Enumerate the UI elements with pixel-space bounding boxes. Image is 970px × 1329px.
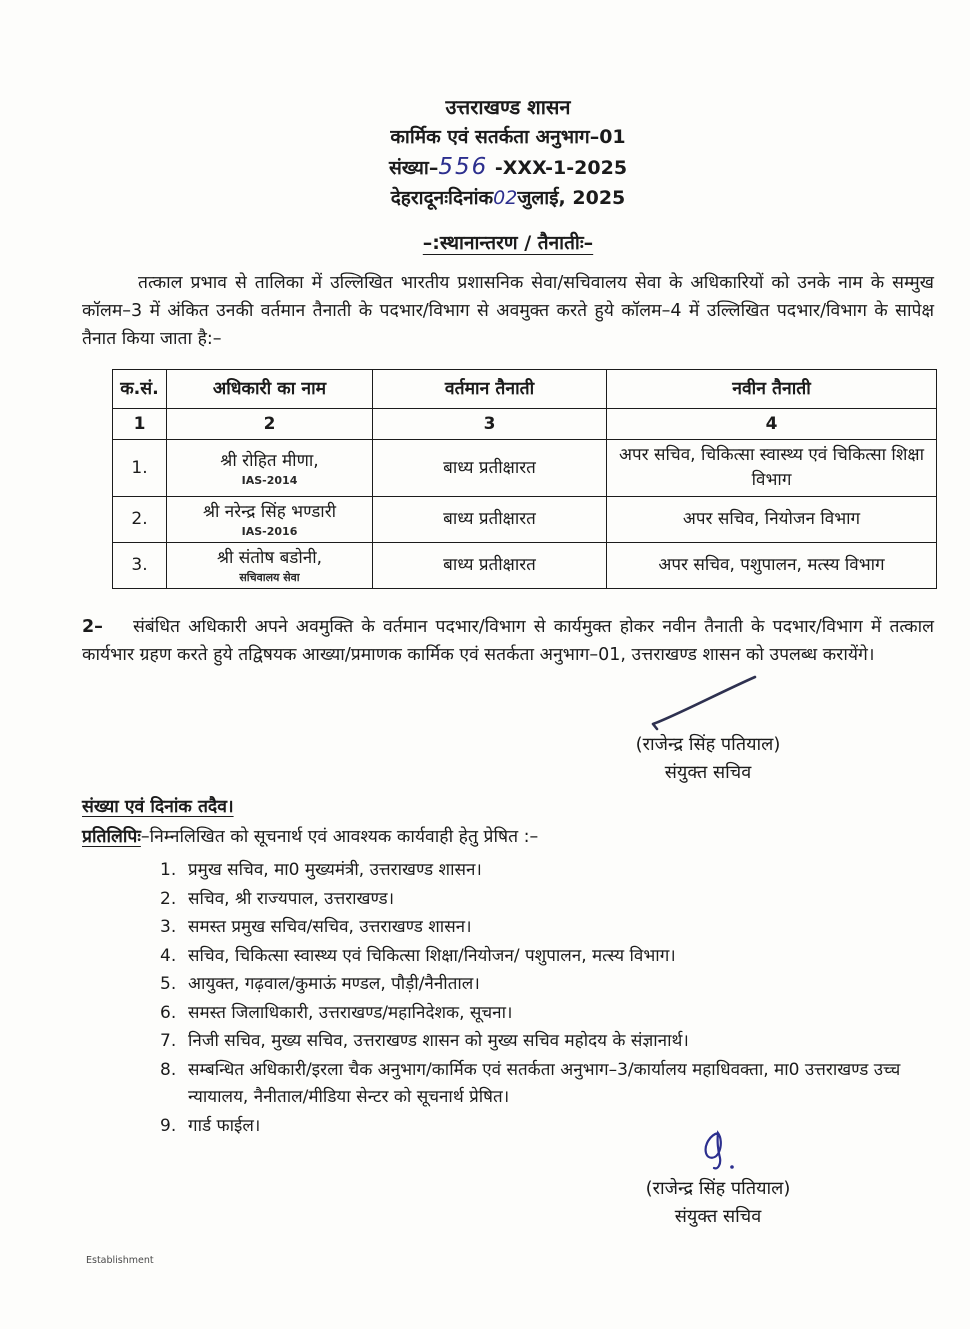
- list-item-text: गार्ड फाईल।: [188, 1115, 261, 1136]
- signature-stroke-icon: [643, 673, 773, 735]
- column-number: 3: [373, 409, 607, 440]
- list-item-text: निजी सचिव, मुख्य सचिव, उत्तराखण्ड शासन को मुख्य सचिव महोदय के संज्ञानार्थ।: [188, 1031, 689, 1051]
- list-item-number: 4.: [160, 945, 177, 966]
- officer-name-cell: [167, 440, 373, 497]
- officer-name-cell: [167, 543, 373, 589]
- list-item-number: 3.: [160, 917, 177, 937]
- column-number: 2: [167, 409, 373, 440]
- table-body: [113, 440, 937, 589]
- table-row: [113, 440, 937, 497]
- reference-line: संख्या एवं दिनांक तदैव।: [82, 797, 234, 817]
- list-item-text: सचिव, श्री राज्यपाल, उत्तराखण्ड।: [188, 888, 395, 909]
- list-item-number: 9.: [160, 1115, 177, 1136]
- list-item: [160, 1000, 934, 1028]
- date-handwritten: 02: [493, 187, 518, 209]
- list-item-number: 6.: [160, 1002, 177, 1023]
- list-item: [160, 914, 934, 942]
- date-prefix: देहरादूनःदिनांक: [390, 187, 494, 209]
- table-header-row: [113, 370, 937, 409]
- officer-name: श्री नरेन्द्र सिंह भण्डारी: [202, 502, 337, 522]
- new-posting-cell: अपर सचिव, पशुपालन, मत्स्य विभाग: [607, 543, 937, 589]
- signatory-name: (राजेन्द्र सिंह पतियाल): [645, 1178, 791, 1199]
- officer-name: श्री संतोष बडोनी,: [216, 548, 323, 568]
- list-item: [160, 886, 934, 914]
- list-item: [160, 1028, 934, 1056]
- column-number: 4: [607, 409, 937, 440]
- officer-cadre: IAS-2016: [241, 525, 298, 538]
- list-item: [160, 943, 934, 971]
- column-header: क.सं.: [113, 370, 167, 409]
- signature-block-2: [588, 1127, 848, 1231]
- copy-to-line: [82, 823, 934, 851]
- list-item-text: आयुक्त, गढ़वाल/कुमाऊं मण्डल, पौड़ी/नैनीताल।: [188, 974, 480, 994]
- officer-cadre: IAS-2014: [241, 473, 298, 487]
- list-item-text: समस्त जिलाधिकारी, उत्तराखण्ड/महानिदेशक, सूचना।: [188, 1002, 513, 1023]
- list-item-number: 5.: [160, 974, 177, 994]
- column-header: वर्तमान तैनाती: [373, 370, 607, 409]
- list-item-number: 7.: [160, 1031, 177, 1051]
- list-item: [160, 971, 934, 999]
- officer-name-cell: [167, 497, 373, 543]
- list-item-text: सम्बन्धित अधिकारी/इरला चैक अनुभाग/कार्मिक एवं सतर्कता अनुभाग–3/कार्यालय महाधिवक्ता, मा0 उत्तराखण्ड उच्च न्यायालय, नैनीताल/मीडिया सेन्टर को सूचनार्थ प्रेषित।: [188, 1059, 901, 1107]
- column-number: 1: [113, 409, 167, 440]
- new-posting-cell: अपर सचिव, नियोजन विभाग: [607, 497, 937, 543]
- letterhead: [82, 92, 934, 213]
- list-item-number: 1.: [160, 860, 177, 880]
- order-number-line: [82, 152, 934, 183]
- signatory-name: (राजेन्द्र सिंह पतियाल): [635, 734, 781, 755]
- opening-paragraph: तत्काल प्रभाव से तालिका में उल्लिखित भारतीय प्रशासनिक सेवा/सचिवालय सेवा के अधिकारियों को उनके नाम के सम्मुख कॉलम–3 में अंकित उनकी वर्तमान तैनाती के पदभार/विभाग से अवमुक्त करते हुये कॉलम–4 में उल्लिखित पदभार/विभाग के सापेक्ष तैनात किया जाता है:–: [82, 273, 934, 349]
- current-posting-cell: बाध्य प्रतीक्षारत: [373, 543, 607, 589]
- column-number-row: [113, 409, 937, 440]
- column-header: नवीन तैनाती: [607, 370, 937, 409]
- instruction-paragraph: [82, 613, 934, 669]
- serial-number-cell: 3.: [113, 543, 167, 589]
- serial-number-cell: 2.: [113, 497, 167, 543]
- transfer-table: [112, 369, 937, 589]
- list-item-number: 2.: [160, 888, 177, 909]
- instruction-text: संबंधित अधिकारी अपने अवमुक्ति के वर्तमान पदभार/विभाग से कार्यमुक्त होकर नवीन तैनाती के पदभार/विभाग में तत्काल कार्यभार ग्रहण करते हुये तद्विषयक आख्या/प्रमाणक कार्मिक एवं सतर्कता अनुभाग–01, उत्तराखण्ड शासन को उपलब्ध करायेंगे।: [82, 617, 934, 665]
- order-number-handwritten: 556: [438, 154, 489, 180]
- copy-label: प्रतिलिपिः: [82, 827, 141, 847]
- table-row: [113, 543, 937, 589]
- list-item-text: प्रमुख सचिव, मा0 मुख्यमंत्री, उत्तराखण्ड शासन।: [188, 860, 482, 880]
- list-item: [160, 1057, 934, 1112]
- officer-name: श्री रोहित मीणा,: [220, 450, 319, 471]
- serial-number-cell: 1.: [113, 440, 167, 497]
- signatory-designation: संयुक्त सचिव: [664, 762, 752, 783]
- department-name: कार्मिक एवं सतर्कता अनुभाग–01: [390, 126, 626, 148]
- date-suffix: जुलाई, 2025: [517, 187, 626, 209]
- list-item: [160, 1113, 934, 1141]
- table-row: [113, 497, 937, 543]
- footer-label: Establishment: [86, 1255, 154, 1266]
- list-item-number: 8.: [160, 1059, 177, 1080]
- distribution-list: [82, 857, 934, 1140]
- paragraph-number: 2–: [82, 617, 103, 637]
- order-number-prefix: संख्या–: [388, 157, 439, 179]
- document-title: –:स्थानान्तरण / तैनातीः–: [422, 232, 594, 254]
- government-name: उत्तराखण्ड शासन: [445, 95, 571, 119]
- signatory-designation: संयुक्त सचिव: [674, 1206, 762, 1227]
- copy-rest: –निम्नलिखित को सूचनार्थ एवं आवश्यक कार्यवाही हेतु प्रेषित :–: [140, 827, 539, 847]
- new-posting-cell: अपर सचिव, चिकित्सा स्वास्थ्य एवं चिकित्सा शिक्षा विभाग: [607, 440, 937, 497]
- current-posting-cell: बाध्य प्रतीक्षारत: [373, 497, 607, 543]
- list-item-text: सचिव, चिकित्सा स्वास्थ्य एवं चिकित्सा शिक्षा/नियोजन/ पशुपालन, मत्स्य विभाग।: [188, 945, 676, 966]
- list-item-text: समस्त प्रमुख सचिव/सचिव, उत्तराखण्ड शासन।: [188, 917, 472, 937]
- place-date-line: [82, 183, 934, 213]
- order-number-suffix: -XXX-1-2025: [494, 157, 628, 179]
- signature-block-1: [578, 673, 838, 787]
- list-item: [160, 857, 934, 885]
- officer-cadre: सचिवालय सेवा: [239, 571, 300, 584]
- current-posting-cell: बाध्य प्रतीक्षारत: [373, 440, 607, 497]
- column-header: अधिकारी का नाम: [167, 370, 373, 409]
